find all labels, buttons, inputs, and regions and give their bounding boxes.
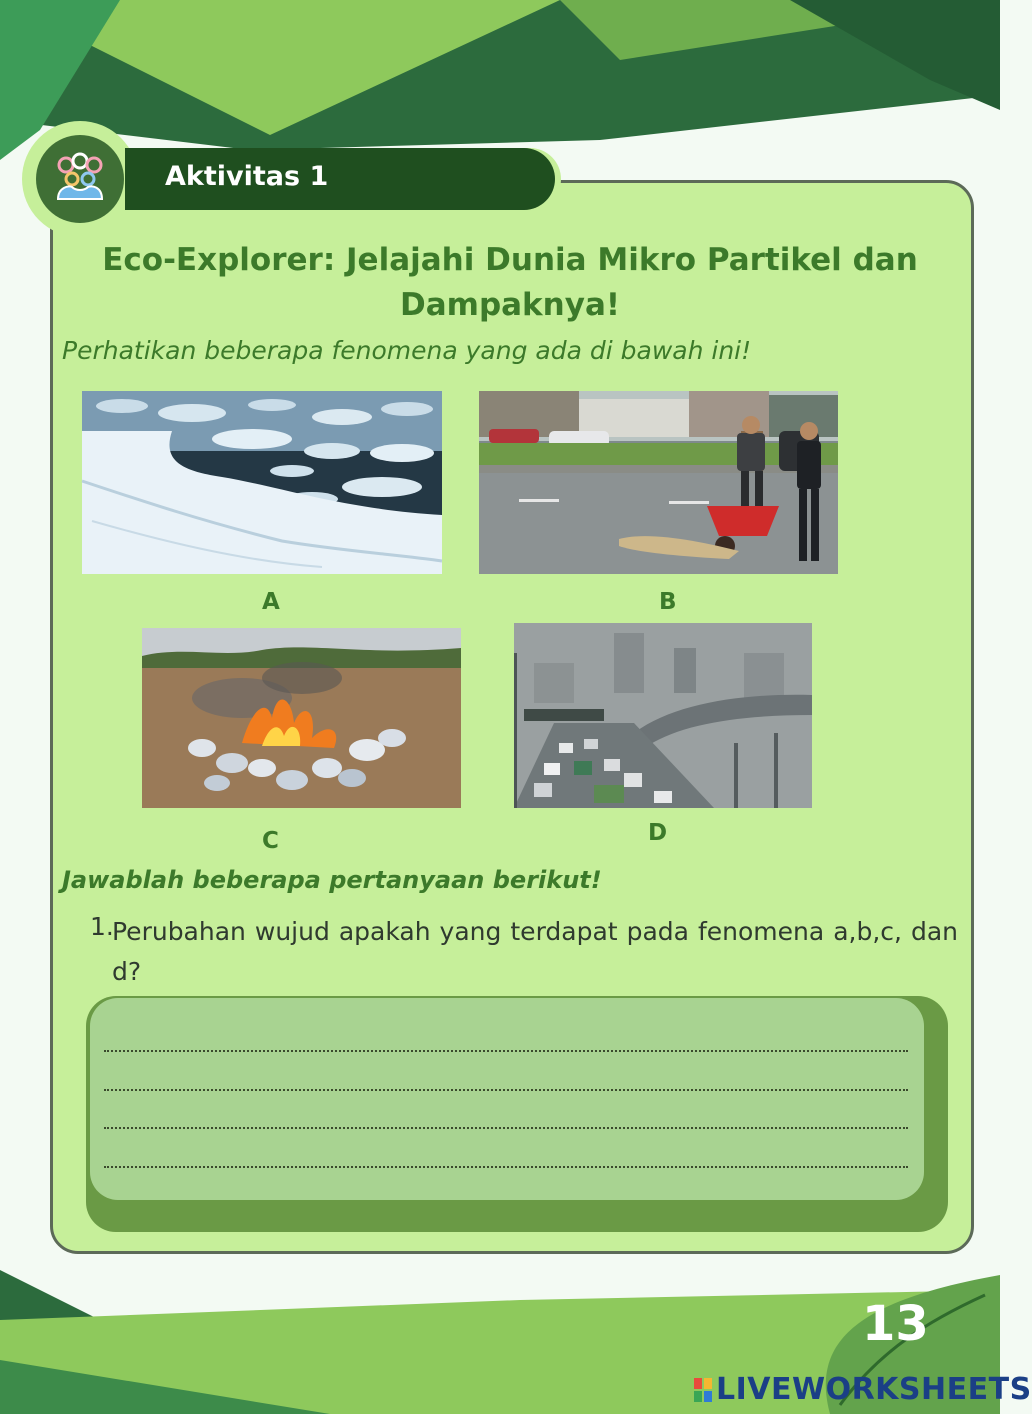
- badge-circle: [36, 135, 124, 223]
- hazy-traffic-photo: [514, 623, 812, 808]
- image-label-b: B: [659, 589, 677, 615]
- road-cleaning-photo: [479, 391, 838, 574]
- image-label-d: D: [648, 820, 668, 846]
- page-number: 13: [862, 1296, 929, 1352]
- answer-line: [104, 1166, 908, 1168]
- answer-line: [104, 1050, 908, 1052]
- intro-text: Perhatikan beberapa fenomena yang ada di bawah ini!: [62, 336, 752, 365]
- liveworksheets-logo-icon: [694, 1378, 712, 1402]
- footer-brand: LIVEWORKSHEETS: [716, 1372, 1032, 1407]
- image-label-a: A: [262, 589, 280, 615]
- question-number: 1.: [90, 912, 114, 941]
- page-title: Eco-Explorer: Jelajahi Dunia Mikro Partikel dan Dampaknya!: [102, 242, 918, 323]
- ice-floes-photo: [82, 391, 442, 574]
- answer-line: [104, 1127, 908, 1129]
- answer-line: [104, 1089, 908, 1091]
- answer-box[interactable]: [90, 998, 924, 1200]
- people-group-icon: [36, 135, 124, 223]
- trash-burning-photo: [142, 628, 461, 808]
- questions-heading: Jawablah beberapa pertanyaan berikut!: [62, 866, 602, 894]
- activity-label: Aktivitas 1: [165, 161, 329, 192]
- question-text: Perubahan wujud apakah yang terdapat pada fenomena a,b,c, dan d?: [112, 917, 958, 986]
- image-label-c: C: [262, 828, 279, 854]
